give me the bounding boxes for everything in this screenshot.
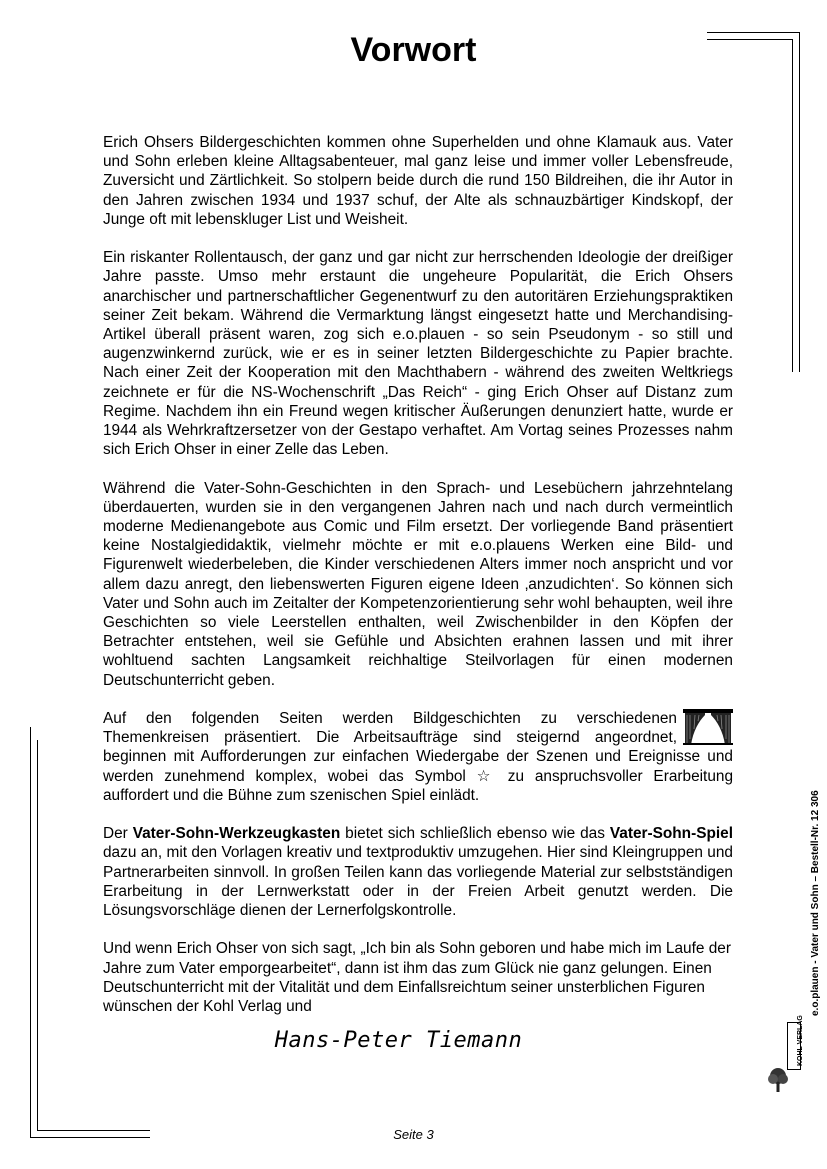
frame-line-right xyxy=(799,32,800,372)
paragraph-6: Und wenn Erich Ohser von sich sagt, „Ich bin als Sohn geboren und habe mich im Laufe der Jahre zum Vater emporgearbeitet“, dann ist ihm das zum Glück nie ganz gelungen. Einen Deutschunterricht mit der Vitalität und dem Einfallsreichtum seiner unsterblichen Figuren wünschen der Kohl Verlag und xyxy=(103,940,731,1016)
frame-line-left xyxy=(30,727,31,1137)
paragraph-2: Ein riskanter Rollentausch, der ganz und gar nicht zur herrschenden Ideologie der dreißiger Jahre passte. Umso mehr erstaunt die ungeheure Popularität, die Erich Ohsers anarchischer und partnerschaftlicher Gegenentwurf zu den autoritären Erziehungspraktiken seiner Zeit bekam. Während die Vermarktung längst eingesetzt hatte und Merchandising-Artikel überall präsent waren, zog sich e.o.plauen - so sein Pseudonym - so still und augenzwinkernd zurück, wie er es in seiner letzten Bildergeschichte zu Papier brachte. Nach einer Zeit der Kooperation mit den Machthabern - während des zweiten Weltkriegs zeichnete er für die NS-Wochenschrift „Das Reich“ - ging Erich Ohser auf Distanz zum Regime. Nachdem ihn ein Freund wegen kritischer Äußerungen denunziert hatte, wurde er 1944 als Wehrkraftzersetzer von der Gestapo verhaftet. Am Vortag seines Prozesses nahm sich Erich Ohser in einer Zelle das Leben. xyxy=(103,249,733,459)
page-number: Seite 3 xyxy=(393,1127,434,1142)
order-number-sidebar: e.o.plauen - Vater und Sohn – Bestell-Nr. 12 306 xyxy=(810,790,821,1016)
stage-curtain-icon xyxy=(683,709,733,745)
frame-line-right-inner xyxy=(792,39,793,372)
paragraph-5: Der Vater-Sohn-Werkzeugkasten bietet sich schließlich ebenso wie das Vater-Sohn-Spiel dazu an, mit den Vorlagen kreativ und textproduktiv umzugehen. Hier sind Kleingruppen und Partnerarbeiten sinnvoll. In großen Teilen kann das vorliegende Material zur selbstständigen Erarbeitung in der Lernwerkstatt oder in der Freien Arbeit genutzt werden. Die Lösungsvorschläge dienen der Lernerfolgskontrolle. xyxy=(103,825,733,920)
paragraph-4: Auf den folgenden Seiten werden Bildgeschichten zu verschiedenen Themenkreisen präsentiert. Die Arbeitsaufträge sind steigernd angeordnet, beginnen mit Aufforderungen zur einfachen Wiedergabe der Szenen und Ereignisse und werden zunehmend komplex, wobei das Symbol ☆ zu anspruchsvoller Erarbeitung auffordert und die Bühne zum szenischen Spiel einlädt. xyxy=(103,710,733,804)
publisher-logo-text: KOHL VERLAG xyxy=(797,1015,804,1066)
frame-line-left-inner xyxy=(37,740,38,1130)
tree-logo-icon xyxy=(766,1067,790,1093)
signature: Hans-Peter Tiemann xyxy=(274,1028,523,1053)
page-title: Vorwort xyxy=(350,31,477,69)
body-text xyxy=(103,133,733,1035)
paragraph-1: Erich Ohsers Bildergeschichten kommen ohne Superhelden und ohne Klamauk aus. Vater und Sohn erleben kleine Alltagsabenteuer, mal ganz leise und immer voller Lebensfreude, Zuversicht und Zärtlichkeit. So stolpern beide durch die rund 150 Bildreihen, die ihr Autor in den Jahren zwischen 1934 und 1937 schuf, der Alte als schnauzbärtiger Kindskopf, der Junge oft mit lebenskluger List und Weisheit. xyxy=(103,134,733,228)
paragraph-3: Während die Vater-Sohn-Geschichten in den Sprach- und Lesebüchern jahrzehntelang überdauerten, wurden sie in den vergangenen Jahren nach und nach durch vermeintlich moderne Medienangebote aus Comic und Film ersetzt. Der vorliegende Band präsentiert keine Nostalgiedidaktik, vielmehr möchte er mit e.o.plauens Werken eine Bild- und Figurenwelt wiederbeleben, die Kinder verschiedenen Alters immer noch anspricht und vor allem dazu anregt, den liebenswerten Figuren eigene Ideen ‚anzudichten‘. So können sich Vater und Sohn auch im Zeitalter der Kompetenzorientierung sehr wohl behaupten, weil ihre Geschichten so viele Leerstellen enthalten, weil Zwischenbilder in den Köpfen der Betrachter entstehen, weil sie Gefühle und Absichten erahnen lassen und mit ihrer wohltuend sachten Langsamkeit reichhaltige Steilvorlagen für einen modernen Deutschunterricht geben. xyxy=(103,479,733,689)
